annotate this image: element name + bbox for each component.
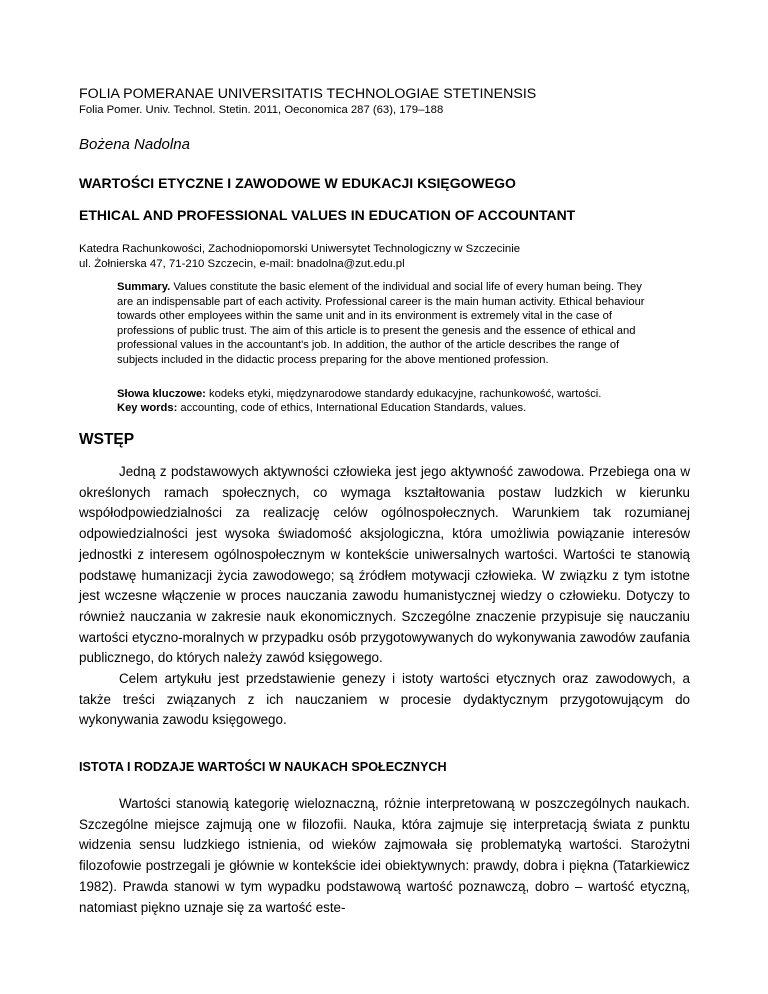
section-body-values	[79, 794, 690, 918]
section-heading-values: ISTOTA I RODZAJE WARTOŚCI W NAUKACH SPOŁECZNYCH	[79, 760, 447, 774]
paragraph: Wartości stanowią kategorię wieloznaczną, różnie interpretowaną w poszczególnych naukach. Szczególne miejsce zajmują one w filozofii. Nauka, która zajmuje się interpretacją świata z punktu widzenia sensu ludzkiego istnienia, od wieków zajmowała się problematyką wartości. Starożytni filozofowie postrzegali je głównie w kontekście idei obiektywnych: prawdy, dobra i piękna (Tatarkiewicz 1982). Prawda stanowi w tym wypadku podstawową wartość poznawczą, dobro – wartość etyczną, natomiast piękno uznaje się za wartość este-	[79, 796, 690, 915]
journal-name: FOLIA POMERANAE UNIVERSITATIS TECHNOLOGIAE STETINENSIS	[79, 86, 537, 102]
affiliation-line-1: Katedra Rachunkowości, Zachodniopomorski Uniwersytet Technologiczny w Szczecinie	[79, 243, 521, 255]
keywords-polish-text: kodeks etyki, międzynarodowe standardy edukacyjne, rachunkowość, wartości.	[209, 388, 602, 400]
title-polish: WARTOŚCI ETYCZNE I ZAWODOWE W EDUKACJI KSIĘGOWEGO	[79, 175, 516, 191]
keywords-english-label: Key words:	[117, 402, 178, 414]
summary-text: Values constitute the basic element of the individual and social life of every human being. They are an indispensable part of each activity. Professional career is the main human activity. Ethical behaviour towards other employees within the same unit and in its environment is extremely vital in the case of professions of public trust. The aim of this article is to present the genesis and the essence of ethical and professional values in the accountant's job. In addition, the author of the article describes the range of subjects included in the didactic process preparing for the above mentioned profession.	[117, 281, 645, 366]
keywords-polish-label: Słowa kluczowe:	[117, 388, 206, 400]
paragraph: Celem artykułu jest przedstawienie genezy i istoty wartości etycznych oraz zawodowych, a także treści związanych z ich nauczaniem w procesie dydaktycznym przygotowującym do wykonywania zawodu księgowego.	[79, 671, 690, 728]
author-name: Bożena Nadolna	[79, 136, 190, 153]
affiliation-line-2: ul. Żołnierska 47, 71-210 Szczecin, e-mail: bnadolna@zut.edu.pl	[79, 258, 405, 270]
paragraph: Jedną z podstawowych aktywności człowieka jest jego aktywność zawodowa. Przebiega ona w określonych ramach społecznych, co wymaga kształtowania postaw ludzkich w kierunku współodpowiedzialności za realizację celów ogólnospołecznych. Warunkiem tak rozumianej odpowiedzialności jest wysoka świadomość aksjologiczna, która umożliwia powiązanie interesów jednostki z interesem ogólnospołecznym w kontekście uniwersalnych wartości. Wartości te stanowią podstawę humanizacji życia zawodowego; są źródłem motywacji człowieka. W związku z tym istotne jest wczesne włączenie w proces nauczania zawodu humanistycznej wiedzy o człowieku. Dotyczy to również nauczania w zakresie nauk ekonomicznych. Szczególne znaczenie przypisuje się nauczaniu wartości etyczno-moralnych w przypadku osób przygotowywanych do wykonywania zawodów zaufania publicznego, do których należy zawód księgowego.	[79, 464, 690, 666]
section-heading-introduction: WSTĘP	[79, 431, 135, 448]
summary-block	[117, 280, 657, 368]
summary-label: Summary.	[117, 281, 171, 293]
journal-citation: Folia Pomer. Univ. Technol. Stetin. 2011, Oeconomica 287 (63), 179–188	[79, 104, 444, 116]
keywords-english-text: accounting, code of ethics, International Education Standards, values.	[180, 402, 527, 414]
keywords-polish	[117, 388, 601, 400]
section-body-introduction	[79, 462, 690, 731]
title-english: ETHICAL AND PROFESSIONAL VALUES IN EDUCATION OF ACCOUNTANT	[79, 207, 576, 223]
keywords-english	[117, 402, 526, 414]
